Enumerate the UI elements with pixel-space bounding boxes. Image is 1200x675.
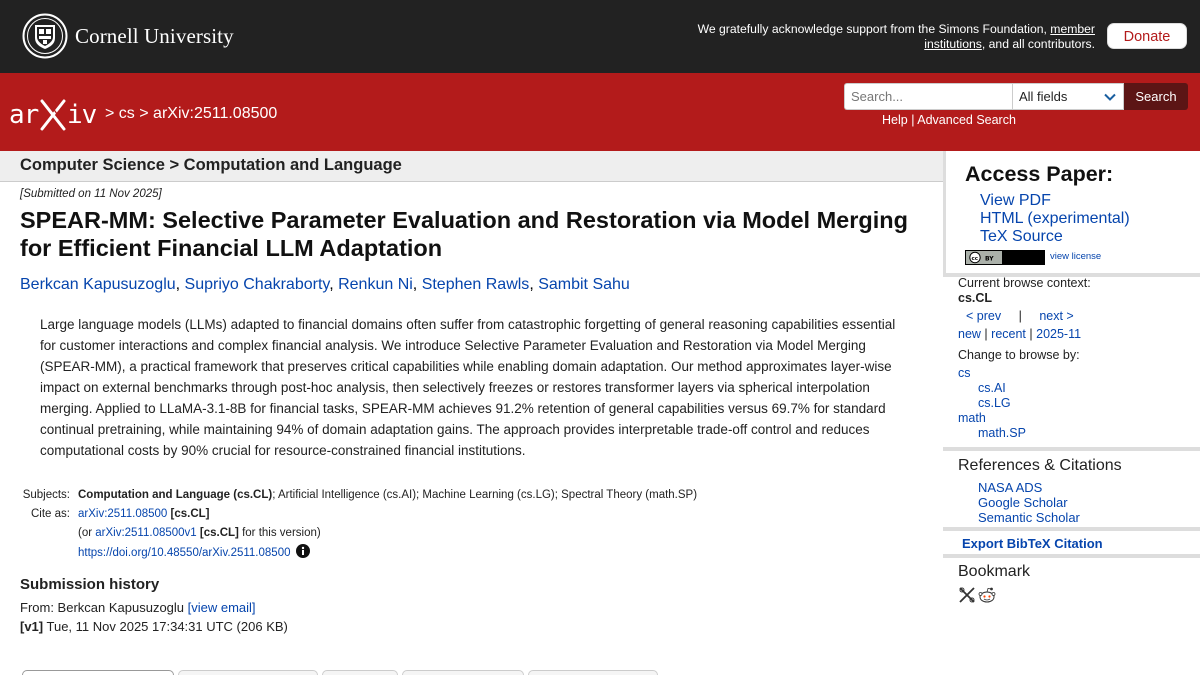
author-sep: , (175, 276, 185, 293)
author-link[interactable]: Renkun Ni (338, 276, 413, 293)
bookmark-icons (958, 586, 996, 604)
category-header (0, 151, 943, 182)
view-pdf-link[interactable]: View PDF (980, 192, 1051, 209)
support-message (675, 22, 1095, 51)
primary-subject: Computation and Language (cs.CL) (78, 488, 273, 501)
prev-next-nav (958, 309, 1091, 324)
help-link[interactable]: Help (882, 113, 908, 127)
search-field-select[interactable] (1012, 83, 1124, 110)
view-email-link[interactable]: [view email] (187, 600, 256, 615)
cite-row (20, 504, 697, 523)
author-sep: , (412, 276, 422, 293)
nav-sep: | (984, 327, 988, 341)
member-institutions-link[interactable]: member institutions (924, 22, 1095, 51)
bottom-tabs (22, 670, 658, 675)
search-input[interactable] (844, 83, 1012, 110)
cite-value (78, 508, 210, 520)
next-link[interactable]: next > (1039, 309, 1074, 323)
tab[interactable] (322, 670, 398, 675)
change-browse-label: Change to browse by: (958, 348, 1080, 362)
version-id-link[interactable]: arXiv:2511.08500v1 (95, 526, 197, 539)
author-link[interactable]: Sambit Sahu (538, 276, 630, 293)
doi-row (20, 542, 697, 561)
version-date: Tue, 11 Nov 2025 17:34:31 UTC (206 KB) (43, 619, 288, 634)
html-link[interactable]: HTML (experimental) (980, 210, 1130, 227)
submission-history-title: Submission history (20, 576, 160, 593)
breadcrumb (105, 105, 277, 123)
arxiv-header (0, 73, 1200, 151)
info-icon[interactable] (296, 544, 310, 558)
chevron-down-icon (1103, 90, 1117, 104)
doi-link[interactable]: https://doi.org/10.48550/arXiv.2511.08500 (78, 547, 291, 559)
view-license-link[interactable]: view license (1050, 251, 1102, 262)
browse-cs-link[interactable]: cs (958, 366, 971, 380)
tab[interactable] (22, 670, 174, 675)
new-link[interactable]: new (958, 327, 981, 341)
version-category: [cs.CL] (199, 526, 239, 539)
subjects-value (78, 489, 697, 501)
version-row (20, 523, 697, 542)
version-value (78, 527, 321, 539)
svg-text:cc: cc (971, 256, 979, 262)
tex-source-link[interactable]: TeX Source (980, 228, 1063, 245)
nav-sep: | (1029, 327, 1033, 341)
submission-date: [Submitted on 11 Nov 2025] (20, 188, 162, 200)
browse-math-sp-link[interactable]: math.SP (978, 426, 1026, 440)
browse-cs-lg-link[interactable]: cs.LG (978, 396, 1011, 410)
google-scholar-link[interactable]: Google Scholar (978, 495, 1068, 510)
support-text-end: , and all contributors. (981, 36, 1095, 51)
context-value: cs.CL (958, 291, 993, 305)
version-suffix: for this version) (238, 526, 321, 539)
access-paper-panel (943, 151, 1200, 273)
svg-text:BY: BY (985, 255, 994, 263)
semantic-scholar-link[interactable]: Semantic Scholar (978, 510, 1080, 525)
version-label[interactable]: [v1] (20, 619, 44, 634)
author-sep: , (529, 276, 539, 293)
top-bar (0, 0, 1200, 73)
sidebar (943, 151, 1200, 675)
cornell-logo-link[interactable] (22, 13, 234, 59)
references-links (978, 480, 1080, 525)
donate-button[interactable]: Donate (1107, 23, 1187, 49)
metadata-table (20, 485, 697, 561)
search-form (844, 83, 1188, 110)
references-title: References & Citations (958, 457, 1122, 474)
breadcrumb-paper-id: arXiv:2511.08500 (153, 105, 278, 122)
support-text: We gratefully acknowledge support from the Simons Foundation, (697, 22, 1051, 36)
search-field-value: All fields (1019, 89, 1068, 104)
export-bibtex-link[interactable]: Export BibTeX Citation (962, 536, 1103, 551)
paper-title: SPEAR-MM: Selective Parameter Evaluation and Restoration via Model Merging for Efficient Financial LLM Adaptation (20, 207, 908, 261)
access-links (980, 192, 1130, 246)
cite-label: Cite as: (31, 507, 70, 520)
breadcrumb-sep: > (139, 105, 149, 122)
cite-id-link[interactable]: arXiv:2511.08500 (78, 507, 168, 520)
browse-math-link[interactable]: math (958, 411, 986, 425)
svg-text:ar: ar (9, 100, 39, 130)
browse-cs-ai-link[interactable]: cs.AI (978, 381, 1006, 395)
tab[interactable] (528, 670, 658, 675)
help-sep: | (911, 113, 915, 127)
reddit-icon[interactable] (978, 586, 996, 604)
cite-category: [cs.CL] (170, 507, 210, 520)
sidebar-divider (943, 447, 1200, 451)
tab[interactable] (402, 670, 524, 675)
author-link[interactable]: Stephen Rawls (421, 276, 530, 293)
tab[interactable] (178, 670, 318, 675)
category-path: Computer Science > Computation and Language (20, 156, 402, 174)
cornell-name: Cornell University (75, 23, 234, 48)
month-link[interactable]: 2025-11 (1036, 327, 1082, 341)
doi-value (78, 544, 310, 559)
arxiv-logo[interactable] (9, 93, 101, 133)
browse-context (958, 276, 1091, 441)
advanced-search-link[interactable]: Advanced Search (917, 113, 1016, 127)
breadcrumb-cs-link[interactable]: cs (118, 105, 135, 122)
version-history-v1 (20, 619, 288, 634)
submitter-name: From: Berkcan Kapusuzoglu (20, 600, 188, 615)
abstract: Large language models (LLMs) adapted to financial domains often suffer from catastrophic forgetting of general reasoning capabilities essential for customer interactions and complex financial analysis. We introduce Selective Parameter Evaluation and Restoration via Model Merging (SPEAR-MM), a practical framework that preserves critical capabilities while enabling domain adaptation. Our method approximates layer-wise impact on external benchmarks through post-hoc analysis, then selectively freezes or restores transformer layers via spherical interpolation merging. Applied to LLaMA-3.1-8B for financial tasks, SPEAR-MM achieves 91.2% retention of general capabilities versus 69.7% for standard continual pretraining, while maintaining 94% of domain adaptation gains. The approach provides interpretable trade-off control and reduces computational costs by 90% crucial for resource-constrained financial institutions. (40, 317, 896, 458)
subjects-row (20, 485, 697, 504)
breadcrumb-sep: > (105, 105, 115, 122)
search-button[interactable]: Search (1124, 83, 1188, 110)
sidebar-divider (943, 554, 1200, 558)
access-paper-title: Access Paper: (965, 162, 1114, 186)
context-label: Current browse context: (958, 276, 1091, 290)
nav-sep: | (1018, 309, 1022, 323)
sidebar-divider (943, 527, 1200, 531)
other-subjects: ; Artificial Intelligence (cs.AI); Machine Learning (cs.LG); Spectral Theory (math.SP) (272, 488, 698, 501)
bookmark-title: Bookmark (958, 563, 1031, 580)
help-links (882, 113, 1016, 127)
subjects-label: Subjects: (22, 488, 70, 501)
version-prefix: (or (78, 526, 96, 539)
list-links (958, 327, 1091, 342)
nasa-ads-link[interactable]: NASA ADS (978, 480, 1043, 495)
author-link[interactable]: Supriyo Chakraborty (184, 276, 330, 293)
bibsonomy-icon[interactable] (958, 586, 976, 604)
submission-from (20, 600, 256, 615)
recent-link[interactable]: recent (991, 327, 1026, 341)
author-list (20, 276, 630, 294)
prev-link[interactable]: < prev (966, 309, 1002, 323)
author-sep: , (329, 276, 339, 293)
author-link[interactable]: Berkcan Kapusuzoglu (20, 276, 176, 293)
svg-text:iv: iv (67, 100, 97, 130)
cc-by-license-badge[interactable] (965, 250, 1045, 265)
cornell-seal-icon (22, 13, 68, 59)
